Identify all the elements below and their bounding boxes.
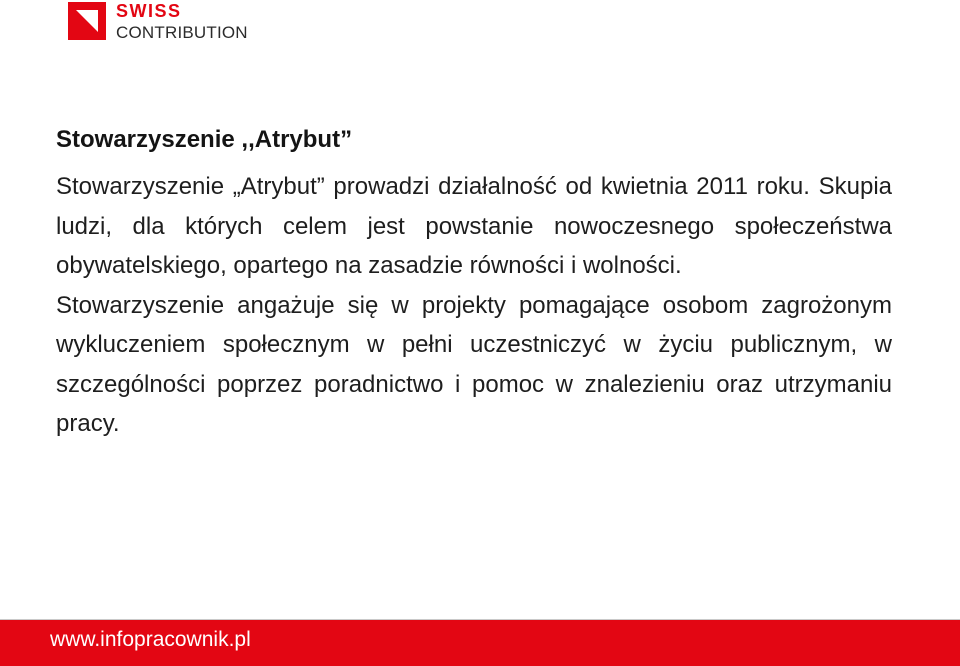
footer-website-link[interactable]: www.infopracownik.pl [50,628,251,651]
swiss-cross-flag-icon [68,2,106,40]
logo-text [116,2,248,41]
logo-line-contribution: CONTRIBUTION [116,23,248,42]
footer-bar [0,619,960,666]
paragraph-intro: Stowarzyszenie „Atrybut” prowadzi działalność od kwietnia 2011 roku. Skupia ludzi, dla których celem jest powstanie nowoczesnego społeczeństwa obywatelskiego, opartego na zasadzie równości i wolności. [56,173,892,280]
document-title: Stowarzyszenie ,,Atrybut” [56,126,353,153]
logo-line-swiss: SWISS [116,1,182,21]
document-body [56,124,892,444]
paragraph-activities: Stowarzyszenie angażuje się w projekty pomagające osobom zagrożonym wykluczeniem społecznym w pełni uczestniczyć w życiu publicznym, w szczególności poprzez poradnictwo i pomoc w znalezieniu oraz utrzymaniu pracy. [56,291,892,438]
swiss-contribution-logo [68,2,248,44]
